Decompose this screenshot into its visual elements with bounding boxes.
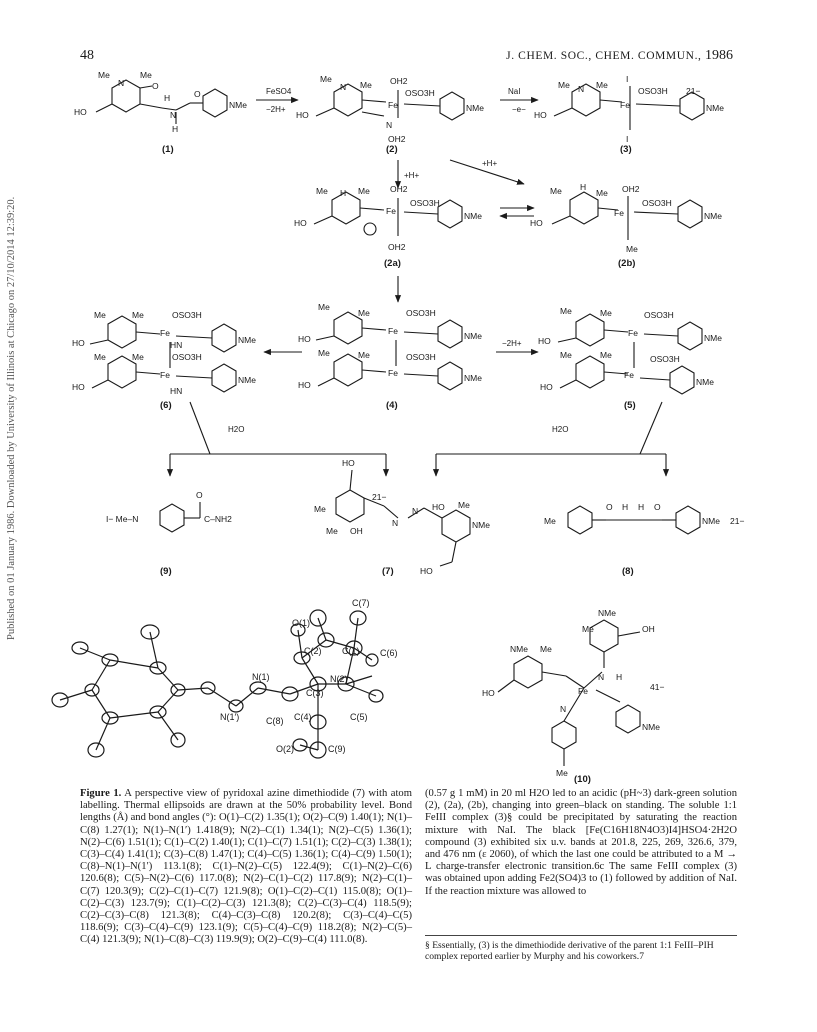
atom-h: H — [172, 124, 179, 134]
atom-n: N — [598, 672, 605, 682]
structure-5 — [558, 314, 702, 394]
ortep-label: N(1) — [252, 672, 270, 682]
structure-4 — [316, 312, 462, 390]
ortep-label: N(2) — [330, 674, 348, 684]
atom-oso3h: OSO3H — [406, 352, 436, 362]
atom-h: H — [616, 672, 623, 682]
atom-nme: NMe — [238, 335, 256, 345]
atom-me: Me — [98, 70, 110, 80]
reagent-plus-h-1: +H+ — [404, 171, 420, 180]
atom-oso3h: OSO3H — [410, 198, 440, 208]
atom-me: Me — [132, 352, 144, 362]
atom-fe: Fe — [578, 686, 588, 696]
atom-me: Me — [560, 350, 572, 360]
atom-me: Me — [582, 624, 594, 634]
atom-nme: NMe — [642, 722, 660, 732]
figure-caption — [80, 788, 412, 947]
structure-10 — [498, 620, 640, 766]
atom-me: Me — [358, 350, 370, 360]
compound-label: (5) — [624, 400, 636, 411]
atom-ho: HO — [298, 334, 311, 344]
atom-nme: NMe — [472, 520, 490, 530]
ortep-label: C(1) — [342, 646, 360, 656]
atom-ho: HO — [420, 566, 433, 576]
atom-me: Me — [318, 348, 330, 358]
reagent-feso4: FeSO4 — [266, 87, 292, 96]
atom-charge: 21− — [686, 86, 701, 96]
compound-label: (2a) — [384, 258, 401, 269]
atom-me: Me — [596, 188, 608, 198]
atom-fe: Fe — [624, 370, 634, 380]
ortep-label: O(1) — [292, 618, 310, 628]
atom-oh: OH — [642, 624, 655, 634]
atom-me: Me — [560, 306, 572, 316]
atom-i: I — [626, 134, 629, 144]
atom-me: Me — [314, 504, 326, 514]
atom-me: Me — [316, 186, 328, 196]
atom-nme: NMe — [466, 103, 484, 113]
atom-nh2: C–NH2 — [204, 514, 232, 524]
atom-n: N — [118, 78, 125, 88]
atom-me: Me — [600, 350, 612, 360]
atom-h: H — [340, 188, 347, 198]
atom-me: Me — [358, 308, 370, 318]
atom-fe: Fe — [388, 100, 398, 110]
ortep-label: C(5) — [350, 712, 368, 722]
atom-o: O — [194, 89, 201, 99]
atom-fe: Fe — [620, 100, 630, 110]
atom-h: H — [638, 502, 645, 512]
ortep-drawing — [52, 610, 383, 758]
atom-nme: NMe — [510, 644, 528, 654]
atom-me: Me — [94, 352, 106, 362]
atom-oso3h: OSO3H — [642, 198, 672, 208]
atom-i: I — [626, 74, 629, 84]
download-notice: Published on 01 January 1986. Downloaded by University of Illinois at Chicago on 27/10/2014 12:39:20. — [6, 196, 17, 640]
atom-ho: HO — [74, 107, 87, 117]
reaction-arrows — [170, 100, 666, 476]
atom-me: Me — [458, 500, 470, 510]
atom-h: H — [164, 93, 171, 103]
atom-h: H — [580, 182, 587, 192]
atom-n: N — [170, 110, 177, 120]
ortep-label: C(6) — [380, 648, 398, 658]
atom-oh2: OH2 — [388, 242, 406, 252]
journal-name: J. CHEM. SOC., CHEM. COMMUN., — [506, 50, 702, 62]
atom-i-me: I− Me–N — [106, 514, 139, 524]
atom-fe: Fe — [386, 206, 396, 216]
atom-ho: HO — [482, 688, 495, 698]
atom-me: Me — [544, 516, 556, 526]
atom-ho: HO — [296, 110, 309, 120]
atom-ho: HO — [342, 458, 355, 468]
atom-me: Me — [320, 74, 332, 84]
atom-n: N — [578, 84, 585, 94]
atom-me: Me — [600, 308, 612, 318]
ortep-label: C(3) — [306, 688, 324, 698]
atom-oh2: OH2 — [388, 134, 406, 144]
reagent-plus-h-2: +H+ — [482, 159, 498, 168]
atom-me: Me — [326, 526, 338, 536]
compound-label: (4) — [386, 400, 398, 411]
atom-nme: NMe — [598, 608, 616, 618]
compound-label: (1) — [162, 144, 174, 155]
atom-me: Me — [94, 310, 106, 320]
atom-oso3h: OSO3H — [650, 354, 680, 364]
compound-label: (8) — [622, 566, 634, 577]
atom-charge: 41− — [650, 682, 665, 692]
atom-nme: NMe — [464, 331, 482, 341]
atom-oso3h: OSO3H — [406, 308, 436, 318]
ortep-label: N(1′) — [220, 712, 240, 722]
atom-ho: HO — [72, 338, 85, 348]
reagent-minus-2h-2: −2H+ — [502, 339, 522, 348]
atom-ho: HO — [538, 336, 551, 346]
ortep-label: C(8) — [266, 716, 284, 726]
caption-text: A perspective view of pyridoxal azine dimethiodide (7) with atom labelling. Thermal ellipsoids are drawn at the 50% probability level. Bond lengths (Å) and bond angles (°): O(1)–C(2) 1.35(1); O(2)–C(9) 1.40(1); N(1)–C(8) 1.27(1); N(1)–N(1′) 1.418(9); N(2)–C(1) 1.34(1); N(2)–C(5) 1.36(1); N(2)–C(6) 1.51(1); C(1)–C(2) 1.40(1); C(1)–C(7) 1.51(1); C(2)–C(3) 1.38(1); C(3)–C(4) 1.41(1); C(3)–C(8) 1.47(1); C(4)–C(5) 1.36(1); C(4)–C(9) 1.50(1); C(8)–N(1)–N(1′) 113.1(8); C(1)–N(2)–C(5) 122.4(9); C(1)–N(2)–C(6) 120.6(8); C(5)–N(2)–C(6) 117.0(8); N(2)–C(1)–C(2) 117.8(9); N(2)–C(1)–C(7) 120.3(9); C(2)–C(1)–C(7) 121.9(8); O(1)–C(2)–C(1) 115.0(8); O(1)–C(2)–C(3) 123.7(9); C(1)–C(2)–C(3) 121.3(8); C(2)–C(3)–C(4) 118.5(9); C(2)–C(3)–C(8) 121.3(8); C(4)–C(3)–C(8) 120.2(8); C(3)–C(4)–C(5) 118.6(9); C(3)–C(4)–C(9) 123.1(9); C(5)–C(4)–C(9) 118.2(8); N(2)–C(5)–C(4) 121.3(9); N(1)–C(8)–C(3) 119.9(9); O(2)–C(9)–C(4) 111.0(8). — [80, 788, 412, 946]
atom-nme: NMe — [229, 100, 247, 110]
atom-fe: Fe — [160, 370, 170, 380]
atom-oso3h: OSO3H — [405, 88, 435, 98]
atom-oh2: OH2 — [390, 76, 408, 86]
ortep-label: C(9) — [328, 744, 346, 754]
reagent-minus-e: −e− — [512, 105, 526, 114]
atom-nme: NMe — [238, 375, 256, 385]
atom-me: Me — [318, 302, 330, 312]
atom-oh2: OH2 — [622, 184, 640, 194]
atom-h: H — [622, 502, 629, 512]
atom-me: Me — [596, 80, 608, 90]
atom-ho: HO — [72, 382, 85, 392]
atom-nme: NMe — [706, 103, 724, 113]
atom-fe: Fe — [628, 328, 638, 338]
atom-fe: Fe — [160, 328, 170, 338]
atom-fe: Fe — [388, 326, 398, 336]
atom-n: N — [412, 506, 419, 516]
atom-n: N — [392, 518, 399, 528]
atom-nme: NMe — [696, 377, 714, 387]
atom-charge: 21− — [730, 516, 745, 526]
compound-label: (2) — [386, 144, 398, 155]
atom-oso3h: OSO3H — [638, 86, 668, 96]
atom-ho: HO — [432, 502, 445, 512]
atom-o: O — [152, 81, 159, 91]
atom-hn: HN — [170, 340, 183, 350]
atom-o: O — [606, 502, 613, 512]
atom-nme: NMe — [704, 333, 722, 343]
compound-label: (3) — [620, 144, 632, 155]
atom-hn: HN — [170, 386, 183, 396]
atom-n: N — [340, 82, 347, 92]
atom-oh2: OH2 — [390, 184, 408, 194]
atom-ho: HO — [294, 218, 307, 228]
atom-fe: Fe — [614, 208, 624, 218]
atom-n: N — [386, 120, 393, 130]
compound-label: (2b) — [618, 258, 636, 269]
atom-ho: HO — [298, 380, 311, 390]
compound-label: (10) — [574, 774, 591, 785]
ortep-label: C(4) — [294, 712, 312, 722]
atom-me: Me — [550, 186, 562, 196]
structure-7 — [336, 470, 470, 566]
atom-oso3h: OSO3H — [172, 352, 202, 362]
atom-nme: NMe — [702, 516, 720, 526]
atom-me: Me — [358, 186, 370, 196]
atom-oso3h: OSO3H — [644, 310, 674, 320]
atom-fe: Fe — [388, 368, 398, 378]
structure-8 — [568, 506, 700, 534]
atom-me: Me — [540, 644, 552, 654]
atom-o: O — [654, 502, 661, 512]
ortep-label: O(2) — [276, 744, 294, 754]
atom-me: Me — [360, 80, 372, 90]
atom-me: Me — [132, 310, 144, 320]
compound-label: (6) — [160, 400, 172, 411]
structure-1 — [96, 80, 227, 124]
atom-me: Me — [626, 244, 638, 254]
reagent-h2o-2: H2O — [552, 425, 569, 434]
structure-9 — [160, 502, 200, 532]
reagent-nai: NaI — [508, 87, 521, 96]
atom-me: Me — [140, 70, 152, 80]
journal-year: 1986 — [705, 48, 733, 63]
atom-o: O — [196, 490, 203, 500]
compound-label: (9) — [160, 566, 172, 577]
page-number: 48 — [80, 48, 94, 63]
atom-nme: NMe — [464, 373, 482, 383]
atom-ho: HO — [534, 110, 547, 120]
compound-label: (7) — [382, 566, 394, 577]
atom-ho: HO — [530, 218, 543, 228]
body-paragraph: (0.57 g 1 mM) in 20 ml H2O led to an acidic (pH~3) dark-green solution (2), (2a), (2b), changing into green–black on standing. The soluble 1:1 FeIII complex (3)§ could be precipitated by saturating the reaction mixture with NaI. The black [Fe(C16H18N4O3)I4]HSO4·2H2O compound (3) exhibited six u.v. bands at 201.8, 225, 269, 326.6, 379, and 476 nm (ε 2060), of which the last one could be attributed to a M → L charge-transfer electronic transition.6c The same FeIII complex (3) was obtained upon adding Fe2(SO4)3 to (1) followed by addition of NaI. If the reaction mixture was allowed to — [425, 788, 737, 897]
atom-oso3h: OSO3H — [172, 310, 202, 320]
footnote: § Essentially, (3) is the dimethiodide derivative of the parent 1:1 FeIII–PIH complex reported earlier by Murphy and his coworkers.7 — [425, 935, 737, 963]
atom-oh: OH — [350, 526, 363, 536]
caption-label: Figure 1. — [80, 788, 122, 799]
atom-charge: 21− — [372, 492, 387, 502]
reagent-minus-2h: −2H+ — [266, 105, 286, 114]
reagent-h2o-1: H2O — [228, 425, 245, 434]
atom-nme: NMe — [464, 211, 482, 221]
atom-me: Me — [556, 768, 568, 778]
atom-n: N — [560, 704, 567, 714]
ortep-label: C(2) — [304, 646, 322, 656]
atom-nme: NMe — [704, 211, 722, 221]
atom-ho: HO — [540, 382, 553, 392]
atom-me: Me — [558, 80, 570, 90]
ortep-label: C(7) — [352, 598, 370, 608]
structure-2b — [552, 192, 702, 240]
